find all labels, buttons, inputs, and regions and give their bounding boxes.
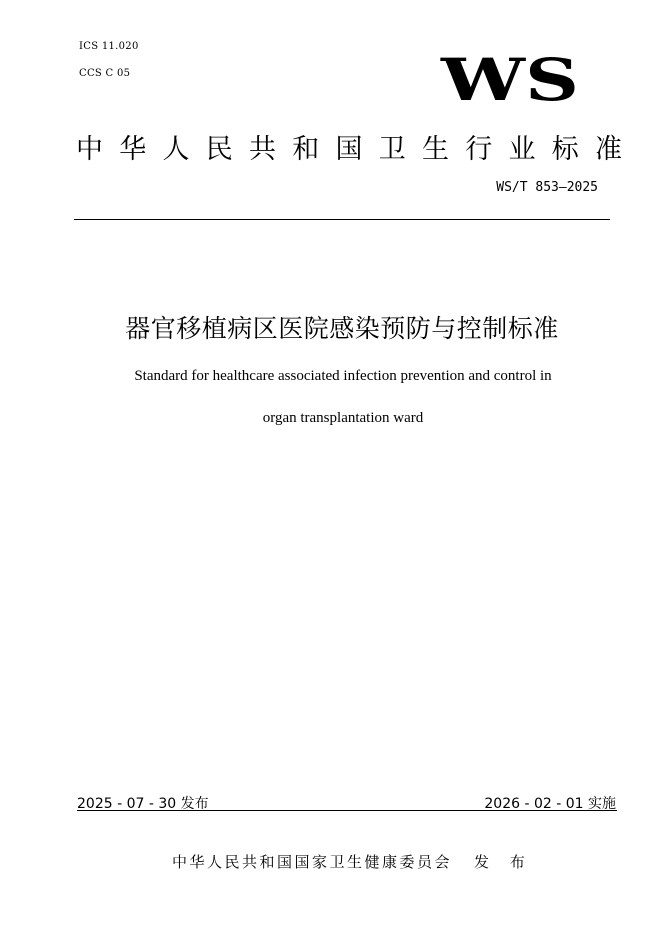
implementation-date: 2026 - 02 - 01 实施 — [484, 796, 616, 812]
footer-divider — [77, 810, 617, 811]
issuing-authority: 中华人民共和国国家卫生健康委员会 — [172, 853, 453, 871]
authority-char: 华 — [119, 134, 147, 165]
authority-char: 准 — [595, 134, 622, 165]
header-divider — [74, 219, 610, 220]
authority-char: 业 — [508, 134, 536, 165]
authority-char: 中 — [76, 134, 103, 165]
standard-number: WS/T 853—2025 — [496, 180, 598, 195]
authority-char: 标 — [551, 134, 579, 165]
ccs-code: CCS C 05 — [79, 68, 131, 79]
authority-char: 卫 — [378, 134, 406, 165]
ics-code: ICS 11.020 — [79, 41, 139, 52]
authority-char: 民 — [205, 134, 233, 165]
english-title-line2: organ transplantation ward — [262, 410, 424, 426]
authority-char: 共 — [249, 134, 276, 165]
publication-date: 2025 - 07 - 30 发布 — [77, 796, 209, 812]
ws-logo-text: WS — [440, 52, 579, 108]
authority-char: 生 — [422, 134, 449, 165]
authority-char: 人 — [162, 134, 190, 165]
authority-char: 和 — [292, 134, 320, 165]
issue-action: 发 布 — [474, 853, 533, 871]
chinese-title: 器官移植病区医院感染预防与控制标准 — [125, 314, 559, 343]
standard-authority-title — [76, 127, 622, 166]
authority-char: 行 — [465, 134, 493, 165]
ws-logo — [440, 52, 580, 108]
authority-char: 国 — [335, 134, 363, 165]
english-title-line1: Standard for healthcare associated infection prevention and control in — [134, 368, 552, 384]
